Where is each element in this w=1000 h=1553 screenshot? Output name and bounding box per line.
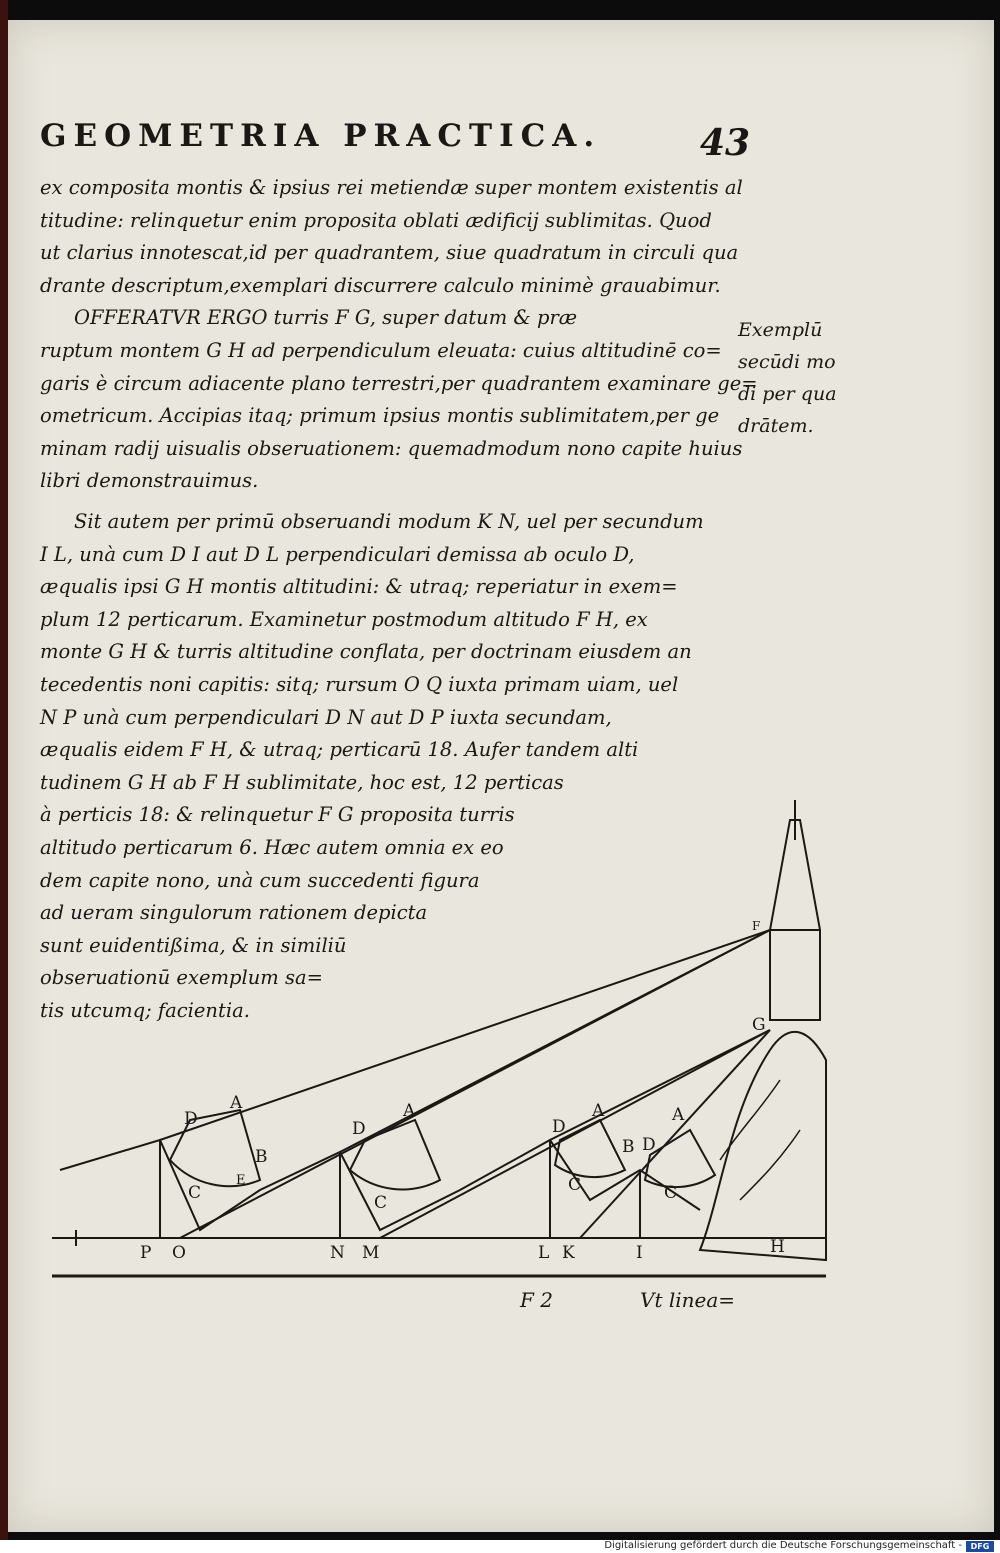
margin-note-line: drātem. [738, 415, 814, 437]
terrain-line [60, 1140, 700, 1230]
text-line: æqualis ipsi G H montis altitudini: & utraq; reperiatur in exem= [40, 575, 678, 599]
text-line: sunt euidentißima, & in similiū [40, 933, 347, 957]
text-line: Sit autem per primū obseruandi modum K N, uel per secundum [74, 510, 704, 533]
label-N: N [330, 1243, 345, 1263]
text-line: ad ueram singulorum rationem depicta [40, 901, 428, 925]
surveying-diagram [0, 780, 1000, 1300]
text-line: ex composita montis & ipsius rei metiendæ super montem existentis al [40, 176, 743, 199]
tower-outline [770, 820, 820, 1020]
paragraph-1 [40, 172, 758, 498]
text-line: dem capite nono, unà cum succedenti figura [40, 868, 480, 892]
label-A: A [672, 1105, 685, 1125]
margin-note-line: di per qua [738, 383, 837, 405]
label-D: D [352, 1119, 366, 1139]
label-H: H [770, 1237, 785, 1257]
margin-note [738, 314, 848, 442]
label-C: C [568, 1175, 582, 1195]
text-line: plum 12 perticarum. Examinetur postmodum altitudo F H, ex [40, 607, 648, 631]
label-E: E [236, 1173, 246, 1188]
label-P: P [140, 1243, 152, 1263]
text-line: OFFERATVR ERGO turris F G, super datum & præ [74, 306, 578, 330]
text-line: ut clarius innotescat,id per quadrantem, siue quadratum in circuli qua [40, 241, 739, 265]
page-number: 43 [700, 122, 751, 164]
text-line: drante descriptum,exemplari discurrere calculo minimè grauabimur. [40, 273, 721, 297]
label-A: A [403, 1101, 416, 1121]
label-D: D [552, 1117, 566, 1137]
text-line: garis è circum adiacente plano terrestri,per quadrantem examinare ge= [40, 371, 758, 395]
text-line: tecedentis noni capitis: sitq; rursum O Q iuxta primam uiam, uel [40, 672, 679, 696]
label-G: G [752, 1015, 766, 1035]
binding-edge [0, 0, 8, 1540]
label-C: C [188, 1183, 202, 1203]
label-M: M [362, 1243, 380, 1263]
label-L: L [538, 1243, 550, 1263]
margin-note-line: Exemplū [738, 319, 823, 341]
text-line: à perticis 18: & relinquetur F G proposita turris [40, 803, 515, 827]
text-line: minam radij uisualis obseruationem: quemadmodum nono capite huius [40, 436, 743, 460]
label-A: A [592, 1101, 605, 1121]
label-B: B [622, 1137, 635, 1157]
label-D: D [184, 1109, 198, 1129]
mountain-outline [700, 1032, 826, 1260]
digitization-footer [0, 1540, 1000, 1553]
text-line: ruptum montem G H ad perpendiculum eleuata: cuius altitudinē co= [40, 338, 722, 362]
text-line: altitudo perticarum 6. Hæc autem omnia ex eo [40, 835, 504, 859]
text-line: tis utcumq; facientia. [40, 998, 250, 1022]
text-line: ometricum. Accipias itaq; primum ipsius montis sublimitatem,per ge [40, 404, 720, 428]
text-line: titudine: relinquetur enim proposita oblati ædificij sublimitas. Quod [40, 208, 712, 232]
margin-note-line: secūdi mo [738, 351, 836, 373]
text-line: obseruationū exemplum sa= [40, 966, 323, 990]
text-line: libri demonstrauimus. [40, 469, 259, 493]
label-C: C [374, 1193, 388, 1213]
text-line: monte G H & turris altitudine conflata, per doctrinam eiusdem an [40, 640, 692, 664]
text-line: tudinem G H ab F H sublimitate, hoc est, 12 perticas [40, 770, 564, 794]
dfg-logo: DFG [966, 1541, 994, 1552]
label-O: O [172, 1243, 186, 1263]
text-line: N P unà cum perpendiculari D N aut D P iuxta secundam, [40, 705, 612, 729]
footer-text: Digitalisierung gefördert durch die Deutsche Forschungsgemeinschaft - [604, 1540, 962, 1551]
label-C: C [664, 1183, 678, 1203]
label-D: D [642, 1135, 656, 1155]
label-I: I [636, 1243, 643, 1263]
text-line: I L, unà cum D I aut D L perpendiculari demissa ab oculo D, [40, 542, 635, 566]
catchword: Vt linea= [640, 1288, 736, 1312]
label-B: B [255, 1147, 268, 1167]
label-F: F [752, 919, 761, 933]
running-head: GEOMETRIA PRACTICA. [40, 118, 602, 154]
signature-mark: F 2 [520, 1288, 553, 1312]
text-line: æqualis eidem F H, & utraq; perticarū 18. Aufer tandem alti [40, 738, 639, 762]
label-K: K [562, 1243, 575, 1263]
label-A: A [230, 1093, 243, 1113]
